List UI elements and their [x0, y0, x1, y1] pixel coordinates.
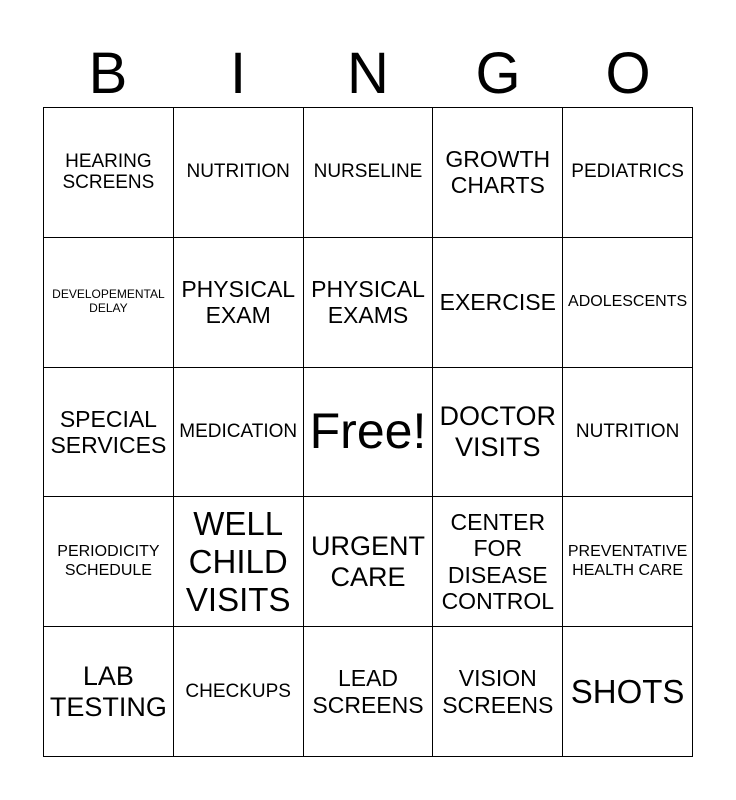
- cell-label: PEDIATRICS: [571, 161, 684, 183]
- bingo-cell[interactable]: [174, 368, 304, 498]
- bingo-cell[interactable]: [433, 497, 563, 627]
- bingo-cell[interactable]: [304, 627, 434, 757]
- bingo-cell[interactable]: [563, 627, 693, 757]
- cell-label: PHYSICAL EXAM: [181, 275, 296, 329]
- bingo-cell[interactable]: [44, 238, 174, 368]
- cell-label: WELL CHILD VISITS: [185, 504, 291, 618]
- bingo-header: [43, 40, 693, 108]
- bingo-cell[interactable]: [304, 108, 434, 238]
- bingo-cell[interactable]: [433, 627, 563, 757]
- bingo-cell[interactable]: [563, 368, 693, 498]
- cell-label: HEARING SCREENS: [62, 150, 155, 194]
- cell-label: NUTRITION: [575, 421, 680, 443]
- bingo-cell[interactable]: [433, 238, 563, 368]
- header-letter-i: I: [229, 41, 247, 106]
- cell-label: DEVELOPEMENTAL DELAY: [52, 287, 165, 316]
- cell-label: VISION SCREENS: [442, 665, 554, 718]
- bingo-cell[interactable]: [174, 238, 304, 368]
- header-letter-n: N: [347, 41, 389, 106]
- bingo-cell[interactable]: [44, 108, 174, 238]
- cell-label: CHECKUPS: [185, 680, 291, 702]
- bingo-cell[interactable]: [174, 497, 304, 627]
- free-space-label: Free!: [309, 403, 427, 460]
- cell-label: SPECIAL SERVICES: [50, 405, 167, 458]
- cell-label: NUTRITION: [186, 161, 290, 183]
- cell-label: LEAD SCREENS: [312, 665, 424, 718]
- bingo-cell[interactable]: [44, 497, 174, 627]
- bingo-cell[interactable]: [304, 238, 434, 368]
- cell-label: URGENT CARE: [310, 530, 425, 592]
- bingo-cell[interactable]: [563, 497, 693, 627]
- cell-label: PERIODICITY SCHEDULE: [57, 543, 160, 579]
- cell-label: PHYSICAL EXAMS: [311, 275, 425, 329]
- header-letter-o: O: [605, 41, 651, 106]
- bingo-cell[interactable]: [563, 238, 693, 368]
- cell-label: ADOLESCENTS: [568, 293, 688, 310]
- bingo-cell[interactable]: [44, 368, 174, 498]
- cell-label: SHOTS: [570, 672, 685, 710]
- bingo-cell[interactable]: [44, 627, 174, 757]
- cell-label: EXERCISE: [439, 288, 556, 315]
- bingo-cell[interactable]: [174, 627, 304, 757]
- cell-label: NURSELINE: [313, 161, 423, 183]
- bingo-cell[interactable]: [433, 368, 563, 498]
- cell-label: LAB TESTING: [49, 660, 167, 722]
- cell-label: GROWTH CHARTS: [445, 145, 551, 199]
- bingo-cell[interactable]: [304, 497, 434, 627]
- bingo-cell[interactable]: [563, 108, 693, 238]
- free-space-cell[interactable]: [304, 368, 434, 498]
- cell-label: MEDICATION: [179, 421, 298, 443]
- cell-label: CENTER FOR DISEASE CONTROL: [441, 508, 555, 615]
- cell-label: DOCTOR VISITS: [439, 400, 557, 462]
- header-letter-b: B: [88, 41, 128, 106]
- header-letter-g: G: [475, 41, 521, 106]
- bingo-cell[interactable]: [174, 108, 304, 238]
- cell-label: PREVENTATIVE HEALTH CARE: [567, 543, 688, 579]
- bingo-card-grid: [43, 107, 693, 757]
- bingo-cell[interactable]: [433, 108, 563, 238]
